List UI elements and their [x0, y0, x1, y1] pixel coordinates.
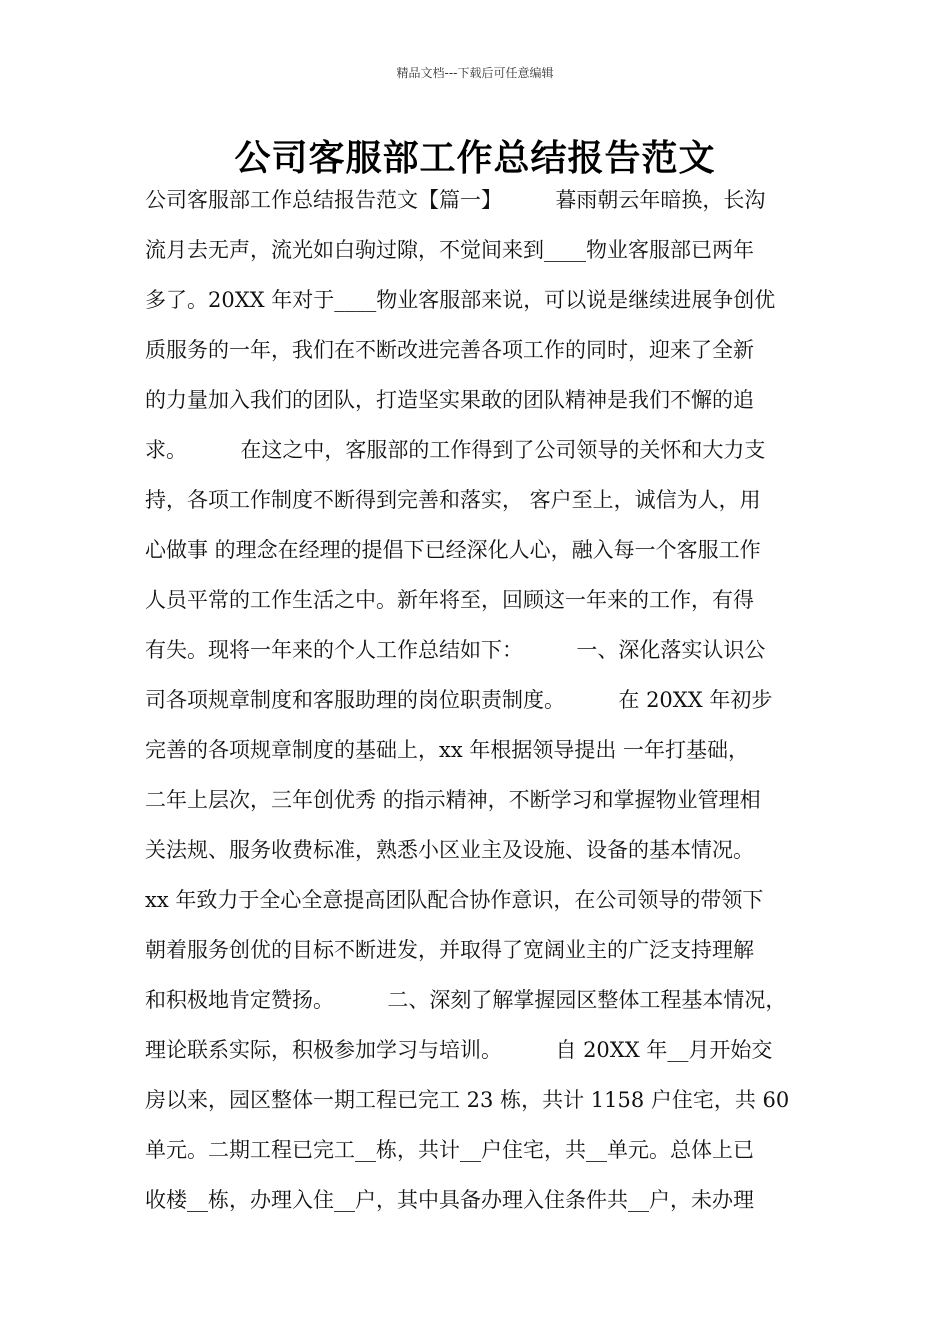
body-line: 有失。现将一年来的个人工作总结如下： 一、深化落实认识公 — [145, 638, 766, 662]
body-line: 关法规、服务收费标准，熟悉小区业主及设施、设备的基本情况。 — [145, 838, 754, 862]
body-line: 流月去无声，流光如白驹过隙，不觉间来到____物业客服部已两年 — [145, 238, 754, 262]
body-line: 收楼__栋，办理入住__户，其中具备办理入住条件共__户，未办理 — [145, 1188, 754, 1212]
body-line: 公司客服部工作总结报告范文【篇一】 暮雨朝云年暗换，长沟 — [145, 188, 766, 212]
body-line: 二年上层次，三年创优秀 的指示精神，不断学习和掌握物业管理相 — [145, 788, 761, 812]
body-line: 和积极地肯定赞扬。 二、深刻了解掌握园区整体工程基本情况， — [145, 988, 787, 1012]
body-line: 的力量加入我们的团队，打造坚实果敢的团队精神是我们不懈的追 — [145, 388, 754, 412]
body-line: 人员平常的工作生活之中。新年将至，回顾这一年来的工作，有得 — [145, 588, 754, 612]
body-line: 理论联系实际，积极参加学习与培训。 自 20XX 年__月开始交 — [145, 1038, 773, 1062]
body-line: xx 年致力于全心全意提高团队配合协作意识，在公司领导的带领下 — [145, 888, 764, 912]
body-line: 房以来，园区整体一期工程已完工 23 栋，共计 1158 户住宅，共 60 — [145, 1088, 790, 1112]
body-line: 求。 在这之中，客服部的工作得到了公司领导的关怀和大力支 — [145, 438, 766, 462]
body-line: 单元。二期工程已完工__栋，共计__户住宅，共__单元。总体上已 — [145, 1138, 754, 1162]
body-line: 心做事 的理念在经理的提倡下已经深化人心，融入每一个客服工作 — [145, 538, 761, 562]
body-line: 司各项规章制度和客服助理的岗位职责制度。 在 20XX 年初步 — [145, 688, 773, 712]
body-line: 质服务的一年，我们在不断改进完善各项工作的同时，迎来了全新 — [145, 338, 754, 362]
body-line: 朝着服务创优的目标不断进发，并取得了宽阔业主的广泛支持理解 — [145, 938, 754, 962]
document-body — [145, 178, 825, 1228]
document-header-note: 精品文档---下载后可任意编辑 — [396, 66, 554, 80]
body-line: 持，各项工作制度不断得到完善和落实， 客户至上，诚信为人，用 — [145, 488, 761, 512]
document-title: 公司客服部工作总结报告范文 — [234, 138, 716, 179]
body-line: 完善的各项规章制度的基础上，xx 年根据领导提出 一年打基础， — [145, 738, 750, 762]
body-line: 多了。20XX 年对于____物业客服部来说，可以说是继续进展争创优 — [145, 288, 776, 312]
